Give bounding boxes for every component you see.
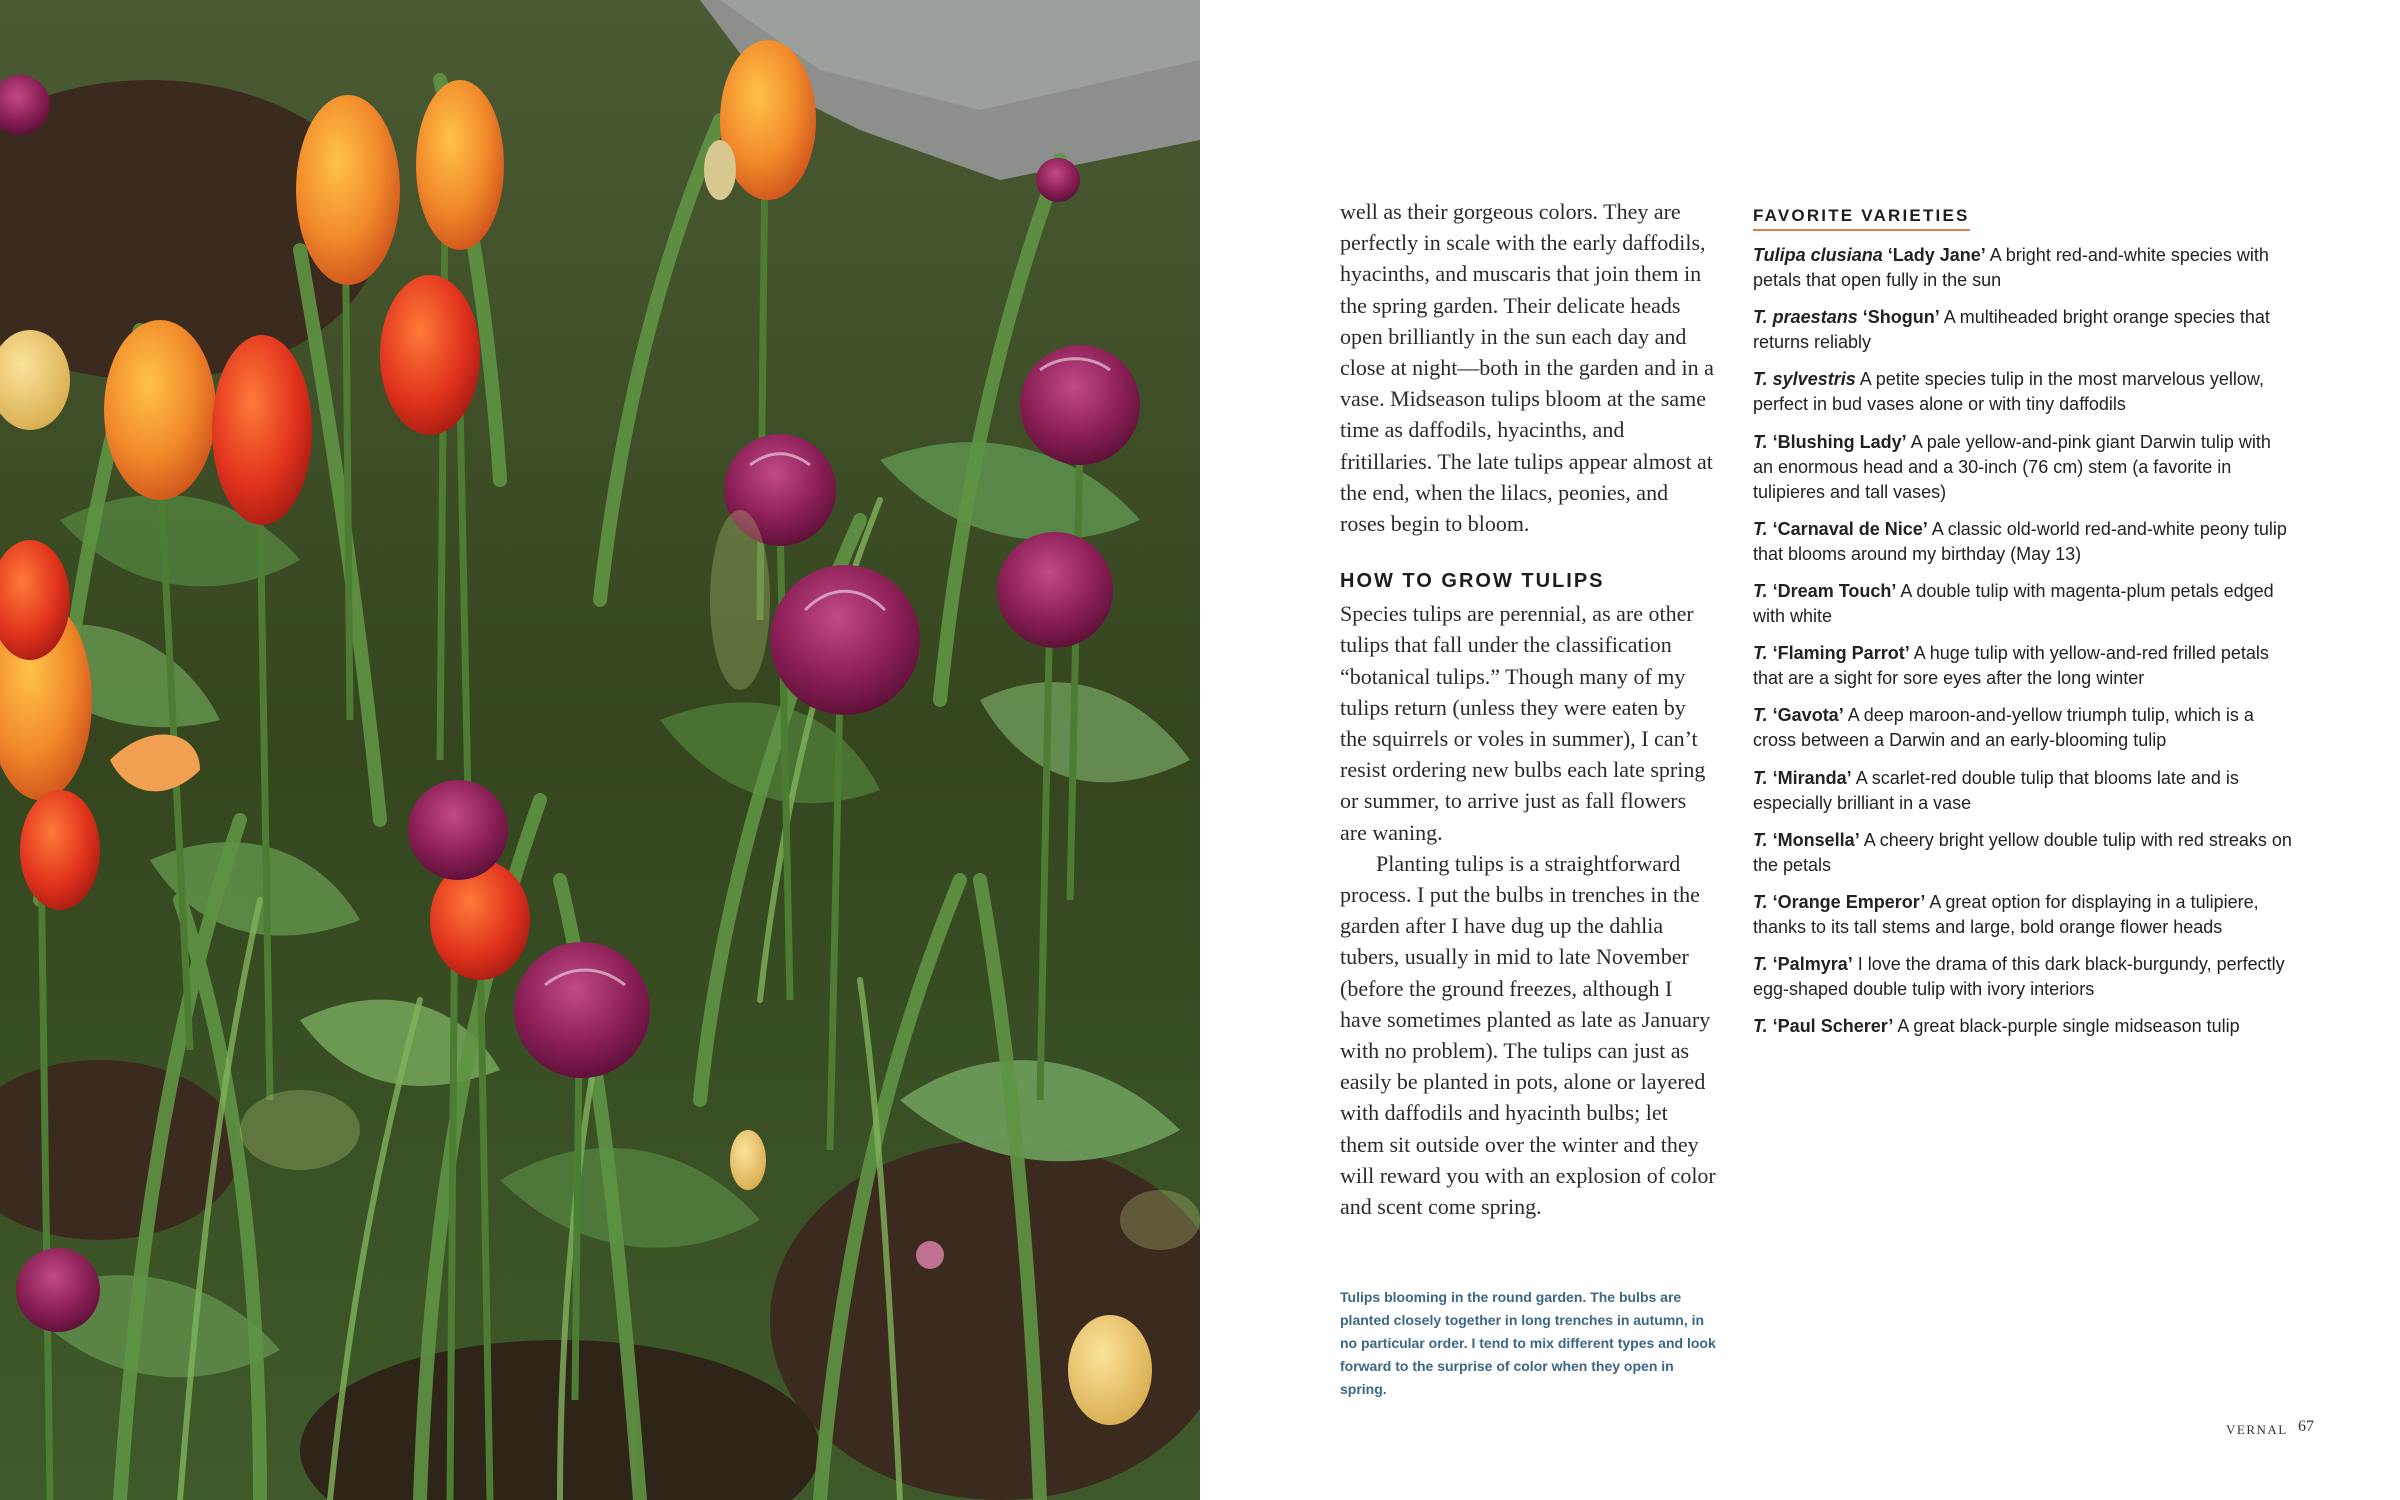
body-text-column bbox=[1340, 196, 1716, 1222]
variety-item: T. ‘Blushing Lady’ A pale yellow-and-pink giant Darwin tulip with an enormous head and a 30-inch (76 cm) stem (a favorite in tulipieres and tall vases) bbox=[1753, 431, 2271, 502]
body-paragraph-intro: well as their gorgeous colors. They are perfectly in scale with the early daffodils, hyacinths, and muscaris that join them in the spring garden. Their delicate heads open brilliantly in the sun each day and close at night—both in the garden and in a vase. Midseason tulips bloom at the same time as daffodils, hyacinths, and fritillaries. The late tulips appear almost at the end, when the lilacs, peonies, and roses begin to bloom. bbox=[1340, 199, 1714, 537]
variety-item: T. ‘Carnaval de Nice’ A classic old-world red-and-white peony tulip that blooms around my birthday (May 13) bbox=[1753, 518, 2287, 564]
varieties-list bbox=[1753, 243, 2293, 1039]
variety-item: T. ‘Monsella’ A cheery bright yellow double tulip with red streaks on the petals bbox=[1753, 829, 2292, 875]
favorite-varieties-heading: FAVORITE VARIETIES bbox=[1753, 206, 1970, 231]
variety-item: T. sylvestris A petite species tulip in the most marvelous yellow, perfect in bud vases alone or with tiny daffodils bbox=[1753, 369, 2264, 415]
favorite-varieties-sidebar bbox=[1753, 206, 2293, 1051]
variety-item: T. ‘Dream Touch’ A double tulip with magenta-plum petals edged with white bbox=[1753, 580, 2274, 626]
variety-item: T. praestans ‘Shogun’ A multiheaded bright orange species that returns reliably bbox=[1753, 307, 2270, 353]
variety-item: T. ‘Miranda’ A scarlet-red double tulip that blooms late and is especially brilliant in a vase bbox=[1753, 767, 2239, 813]
orange-tulip bbox=[296, 95, 400, 285]
running-footer-section: VERNAL bbox=[2226, 1422, 2288, 1437]
section-heading-how-to-grow: HOW TO GROW TULIPS bbox=[1340, 570, 1605, 593]
variety-item: Tulipa clusiana ‘Lady Jane’ A bright red-and-white species with petals that open fully in the sun bbox=[1753, 245, 2269, 290]
variety-item: T. ‘Gavota’ A deep maroon-and-yellow triumph tulip, which is a cross between a Darwin and an early-blooming tulip bbox=[1753, 705, 2254, 751]
variety-item: T. ‘Orange Emperor’ A great option for displaying in a tulipiere, thanks to its tall stems and large, bold orange flower heads bbox=[1753, 891, 2259, 937]
body-paragraph-planting: Planting tulips is a straightforward process. I put the bulbs in trenches in the garden after I have dug up the dahlia tubers, usually in mid to late November (before the ground freezes, although I have sometimes planted as late as January with no problem). The tulips can just as easily be planted in pots, alone or layered with daffodils and hyacinth bulbs; let them sit outside over the winter and they will reward you with an explosion of color and scent come spring. bbox=[1340, 850, 1716, 1220]
variety-item: T. ‘Paul Scherer’ A great black-purple single midseason tulip bbox=[1753, 1016, 2240, 1037]
variety-item: T. ‘Flaming Parrot’ A huge tulip with yellow-and-red frilled petals that are a sight for sore eyes after the long winter bbox=[1753, 643, 2269, 689]
body-paragraph-species: Species tulips are perennial, as are other tulips that fall under the classification “botanical tulips.” Though many of my tulips return (unless they were eaten by the squirrels or voles in summer), I can’t resist ordering new bulbs each late spring or summer, to arrive just as fall flowers are waning. bbox=[1340, 601, 1706, 845]
variety-item: T. ‘Palmyra’ I love the drama of this dark black-burgundy, perfectly egg-shaped double tulip with ivory interiors bbox=[1753, 954, 2285, 1000]
photo-caption: Tulips blooming in the round garden. The bulbs are planted closely together in long trenches in autumn, in no particular order. I tend to mix different types and look forward to the surprise of color when they open in spring. bbox=[1340, 1289, 1716, 1397]
page-number: 67 bbox=[2298, 1418, 2314, 1435]
